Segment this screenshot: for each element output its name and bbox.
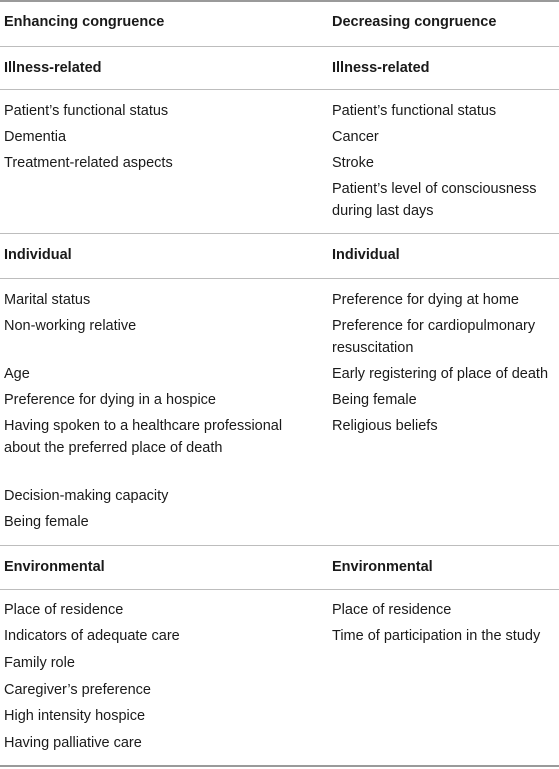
list-item: Dementia	[4, 129, 67, 145]
list-item: Marital status	[4, 292, 91, 308]
list-item: Decision-making capacity	[4, 488, 169, 504]
list-item: Early registering of place of death	[332, 366, 549, 382]
list-item: Patient’s level of consciousness during last days	[332, 181, 537, 219]
list-item: Indicators of adequate care	[4, 628, 180, 644]
section-title-left: Illness-related	[4, 60, 102, 76]
section-title-right: Individual	[332, 247, 400, 263]
list-item: High intensity hospice	[4, 708, 146, 724]
section-divider	[0, 233, 559, 234]
list-item: Family role	[4, 655, 75, 671]
column-header-decreasing: Decreasing congruence	[332, 14, 497, 30]
list-item: Preference for cardiopulmonary resuscitation	[332, 318, 536, 356]
list-item: Religious beliefs	[332, 418, 438, 434]
list-item: Treatment-related aspects	[4, 155, 173, 171]
table-top-rule	[0, 0, 559, 2]
list-item: Patient’s functional status	[4, 103, 169, 119]
section-title-right: Illness-related	[332, 60, 430, 76]
list-item: Time of participation in the study	[332, 628, 541, 644]
list-item: Caregiver’s preference	[4, 682, 151, 698]
section-title-left: Environmental	[4, 559, 105, 575]
list-item: Place of residence	[332, 602, 452, 618]
table-bottom-rule	[0, 765, 559, 767]
list-item: Preference for dying in a hospice	[4, 392, 216, 408]
list-item: Place of residence	[4, 602, 124, 618]
list-item: Non-working relative	[4, 318, 137, 334]
header-rule	[0, 46, 559, 47]
section-title-rule	[0, 589, 559, 590]
list-item: Having palliative care	[4, 735, 142, 751]
list-item: Preference for dying at home	[332, 292, 519, 308]
list-item: Stroke	[332, 155, 374, 171]
section-title-rule	[0, 89, 559, 90]
section-divider	[0, 545, 559, 546]
list-item: Age	[4, 366, 30, 382]
section-title-rule	[0, 278, 559, 279]
list-item: Patient’s functional status	[332, 103, 497, 119]
section-title-left: Individual	[4, 247, 72, 263]
column-header-enhancing: Enhancing congruence	[4, 14, 165, 30]
section-title-right: Environmental	[332, 559, 433, 575]
list-item: Being female	[4, 514, 89, 530]
list-item: Cancer	[332, 129, 379, 145]
list-item: Having spoken to a healthcare professional about the preferred place of death	[4, 418, 283, 456]
list-item: Being female	[332, 392, 417, 408]
